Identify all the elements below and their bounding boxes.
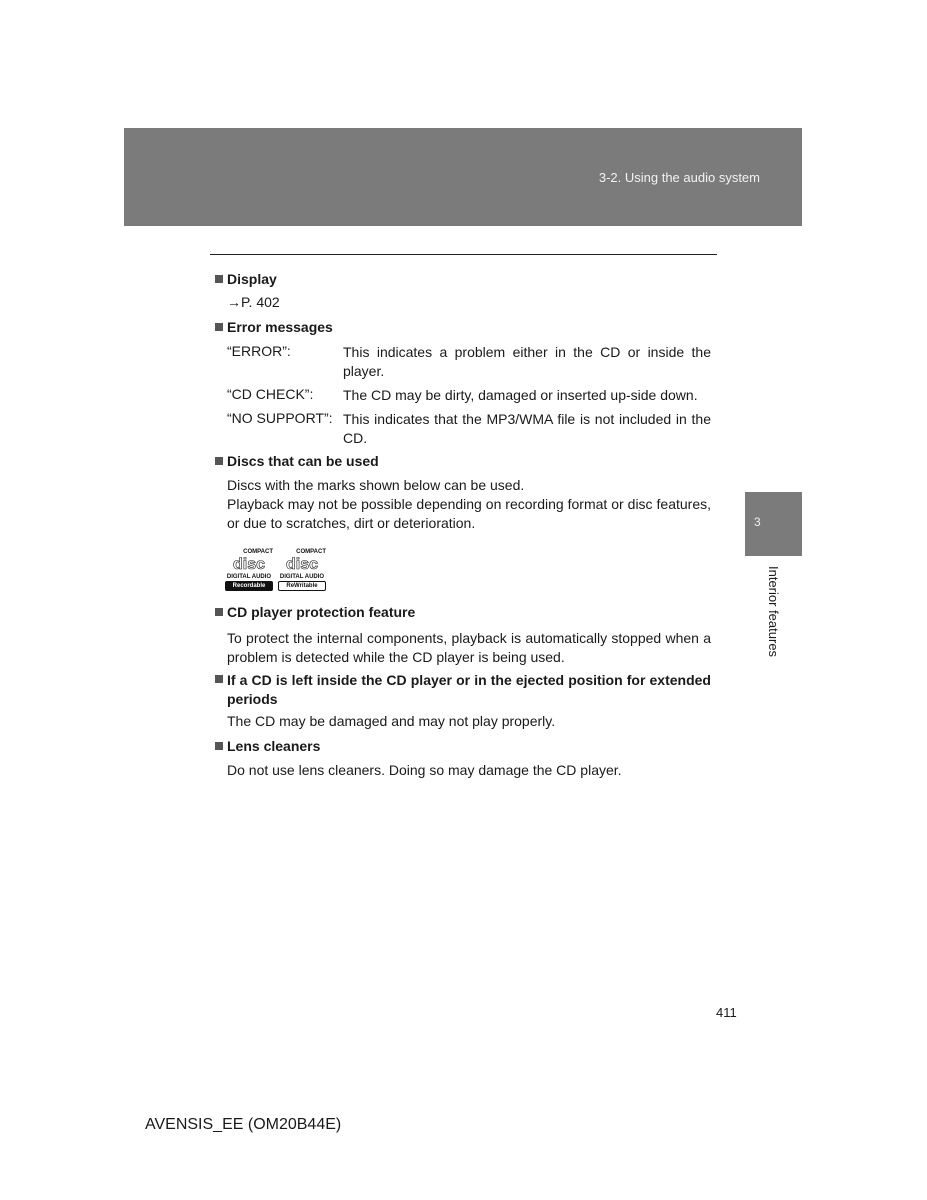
logo-badge: Recordable	[225, 581, 273, 591]
error-description: This indicates a problem either in the CD or inside the player.	[343, 344, 711, 379]
square-bullet-wrap	[215, 671, 227, 687]
square-bullet-icon	[215, 275, 223, 283]
heading-text: Discs that can be used	[227, 453, 379, 469]
left-inside-text: The CD may be damaged and may not play properly.	[227, 713, 556, 729]
heading-left-inside: If a CD is left inside the CD player or in the ejected position for extended periods	[227, 672, 711, 707]
heading-text: Error messages	[227, 319, 333, 335]
heading-error-messages	[215, 319, 333, 335]
square-bullet-icon	[215, 608, 223, 616]
logo-text: COMPACT	[243, 549, 273, 555]
heading-protection	[215, 604, 415, 620]
footer-model: AVENSIS_EE (OM20B44E)	[145, 1116, 342, 1133]
lens-text: Do not use lens cleaners. Doing so may damage the CD player.	[227, 762, 622, 778]
cd-recordable-logo	[225, 549, 273, 591]
square-bullet-icon	[215, 457, 223, 465]
display-reference[interactable]: →P. 402	[227, 294, 280, 310]
error-description: The CD may be dirty, damaged or inserted up-side down.	[343, 387, 698, 403]
cd-rewritable-logo	[278, 549, 326, 591]
protection-text: To protect the internal components, playback is automatically stopped when a problem is detected while the CD player is being used.	[227, 630, 711, 665]
heading-display	[215, 271, 277, 287]
heading-discs	[215, 453, 379, 469]
error-code: “NO SUPPORT”:	[227, 410, 333, 426]
heading-text: Lens cleaners	[227, 738, 321, 754]
discs-text: Playback may not be possible depending on recording format or disc features, or due to scratches, dirt or deterioration.	[227, 496, 711, 531]
square-bullet-icon	[215, 742, 223, 750]
logo-text: DIGITAL AUDIO	[279, 574, 325, 580]
logo-text: disc	[285, 556, 318, 573]
heading-text: Display	[227, 271, 277, 287]
divider	[210, 254, 717, 255]
error-code: “ERROR”:	[227, 343, 291, 359]
section-title: 3-2. Using the audio system	[598, 170, 760, 185]
square-bullet-icon	[215, 675, 223, 683]
square-bullet-icon	[215, 323, 223, 331]
page-number: 411	[716, 1005, 737, 1020]
discs-text: Discs with the marks shown below can be used.	[227, 477, 525, 493]
chapter-label: Interior features	[766, 566, 781, 658]
heading-lens	[215, 738, 320, 754]
chapter-tab	[745, 492, 802, 556]
section-header	[124, 128, 802, 226]
error-description: This indicates that the MP3/WMA file is not included in the CD.	[343, 411, 711, 446]
logo-badge: ReWritable	[278, 581, 326, 591]
heading-text: CD player protection feature	[227, 604, 416, 620]
chapter-number: 3	[754, 515, 761, 529]
logo-text: COMPACT	[296, 549, 326, 555]
error-code: “CD CHECK”:	[227, 386, 314, 402]
logo-text: disc	[232, 556, 265, 573]
logo-text: DIGITAL AUDIO	[226, 574, 272, 580]
